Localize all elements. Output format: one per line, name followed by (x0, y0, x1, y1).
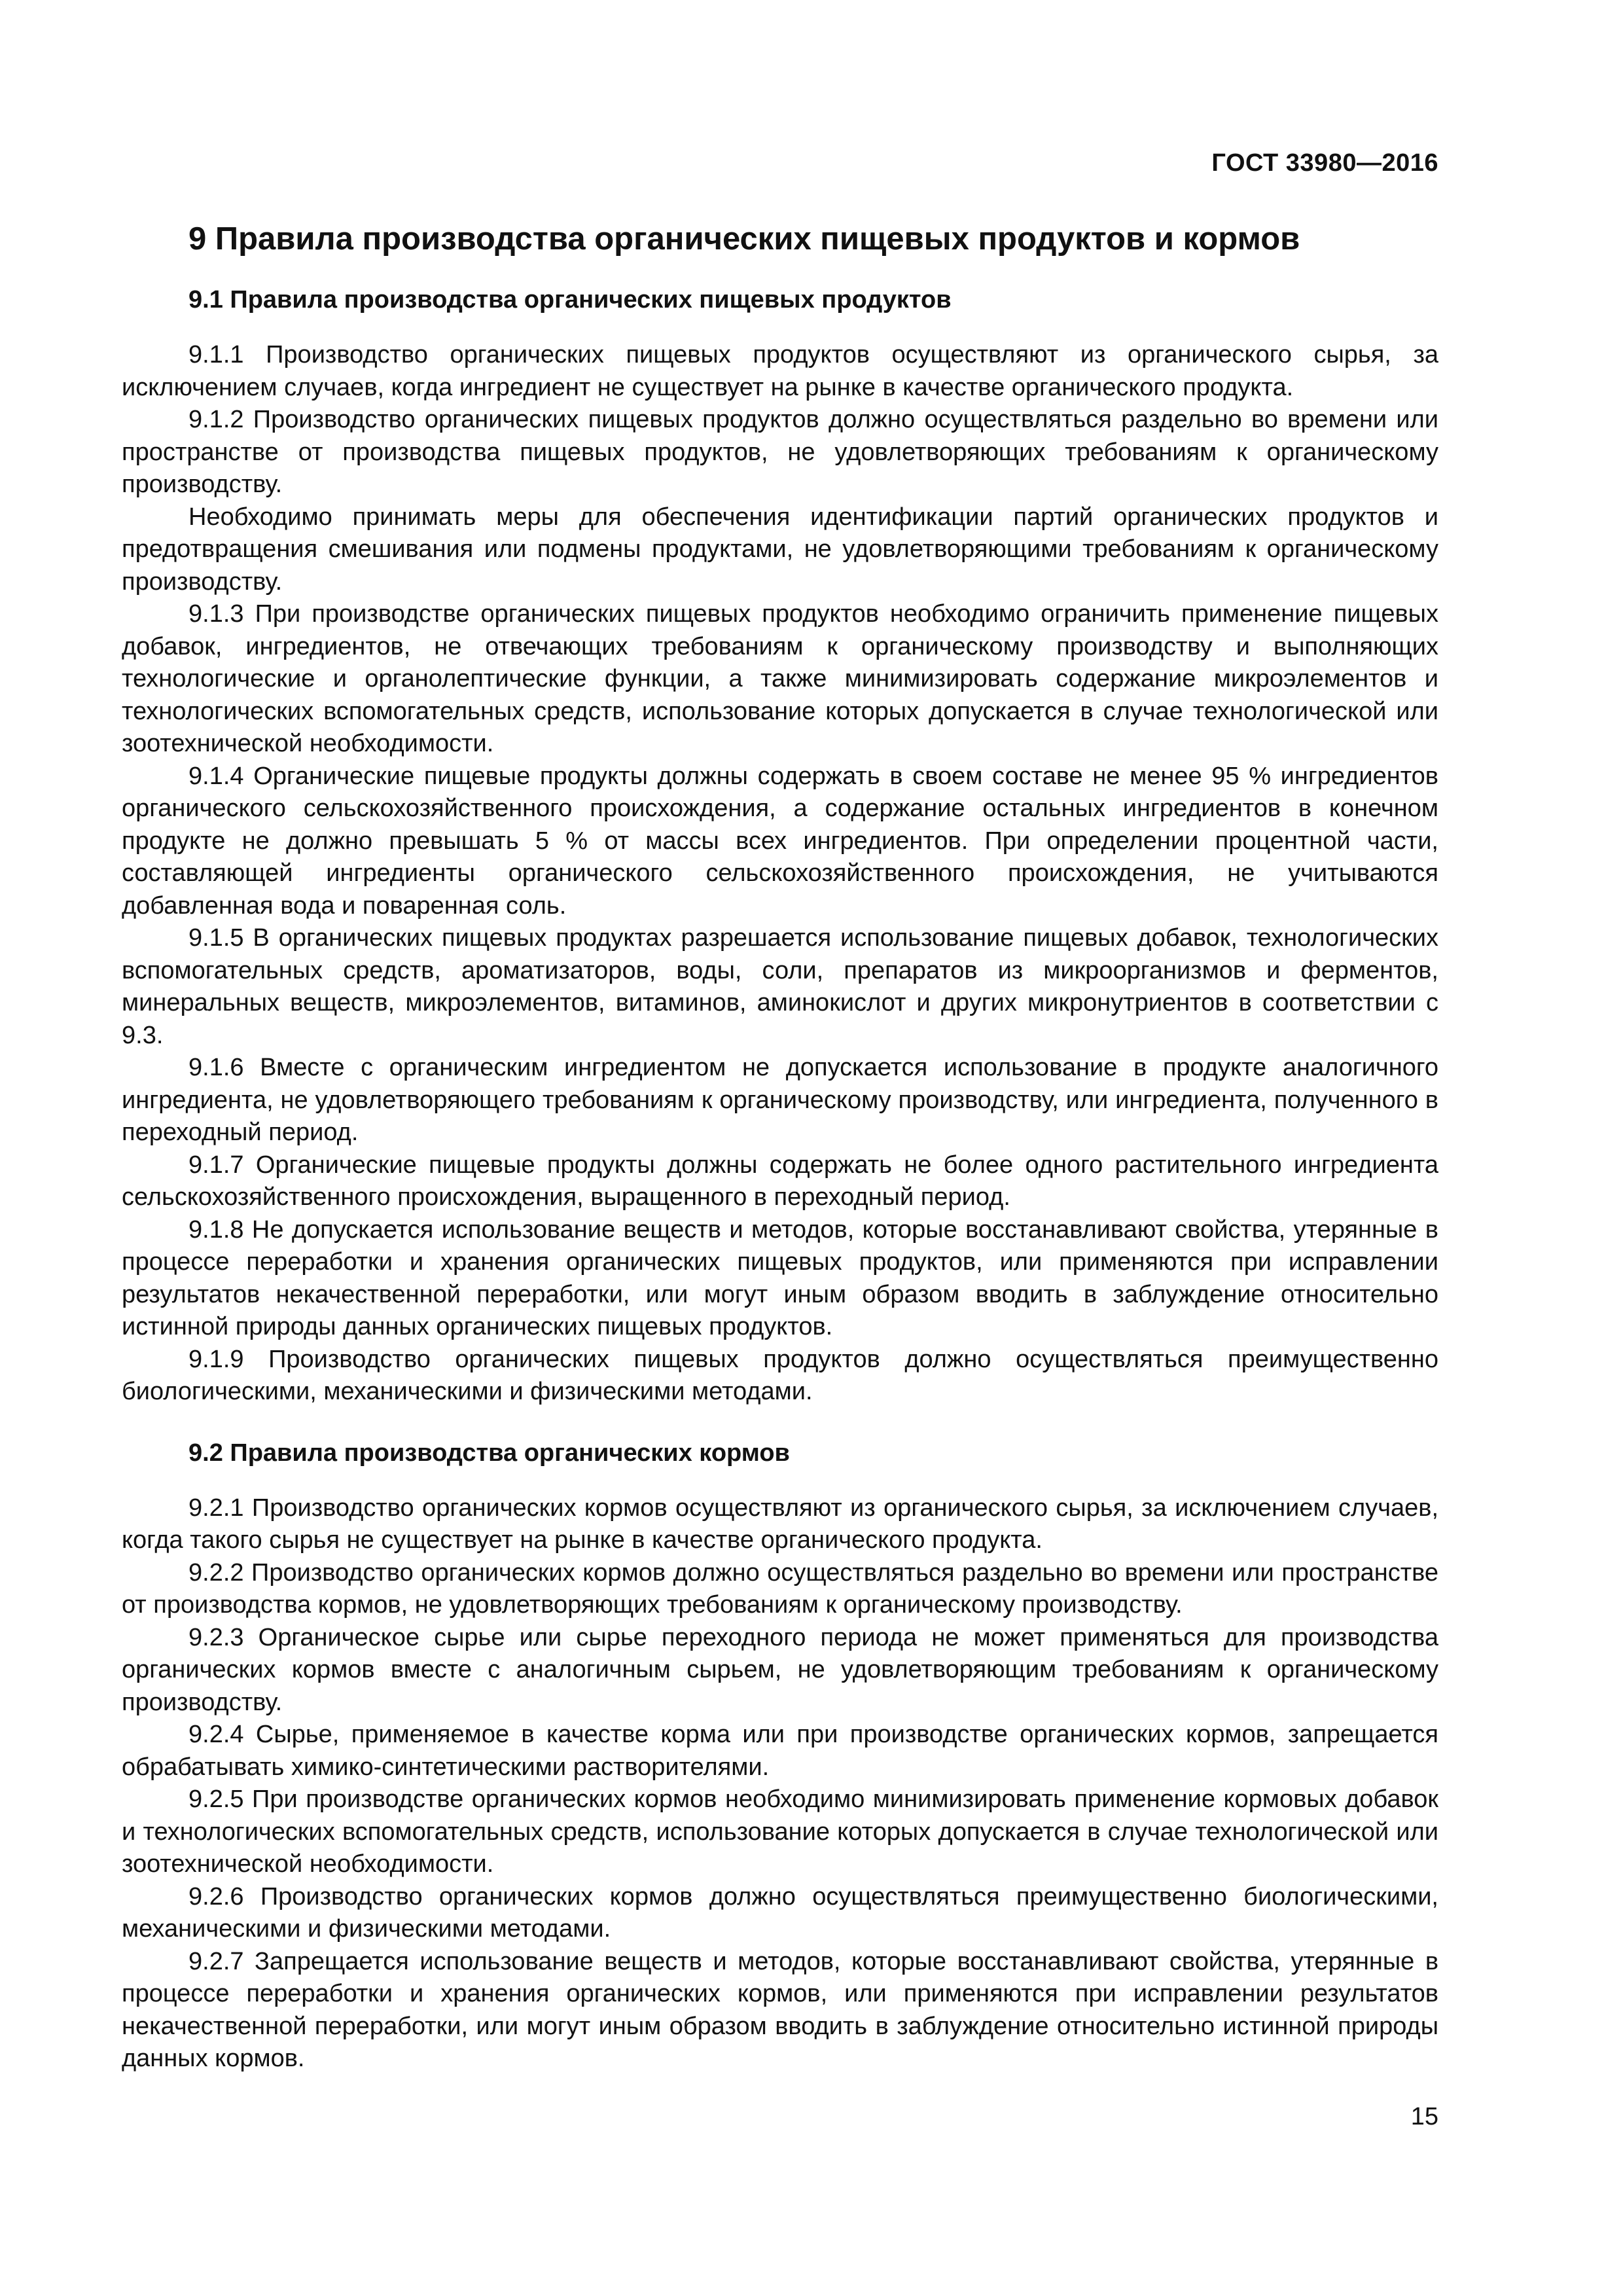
paragraph-9-1-1: 9.1.1 Производство органических пищевых продуктов осуществляют из органического сырья, за исключением случаев, когда ингредиент не существует на рынке в качестве органического продукта. (122, 341, 1438, 401)
paragraph-9-2-7: 9.2.7 Запрещается использование веществ и методов, которые восстанавливают свойства, утерянные в процессе переработки и хранения органических кормов, или применяются при исправлении результатов некачественной переработки, или могут иным образом вводить в заблуждение относительно истинной природы данных кормов. (122, 1947, 1438, 2072)
paragraph-9-2-1: 9.2.1 Производство органических кормов осуществляют из органического сырья, за исключением случаев, когда такого сырья не существует на рынке в качестве органического продукта. (122, 1494, 1438, 1554)
subsection-title-food: 9.1 Правила производства органических пищевых продуктов (188, 286, 952, 314)
paragraph-9-1-8: 9.1.8 Не допускается использование веществ и методов, которые восстанавливают свойства, утерянные в процессе переработки и хранения органических пищевых продуктов, или применяются при исправлении результатов некачественной переработки, или могут иным образом вводить в заблуждение относительно истинной природы данных органических пищевых продуктов. (122, 1215, 1438, 1340)
page-number: 15 (1410, 2103, 1438, 2130)
paragraph-9-2-2: 9.2.2 Производство органических кормов должно осуществляться раздельно во времени или пространстве от производства кормов, не удовлетворяющих требованиям к органическому производству. (122, 1558, 1438, 1619)
document-standard-header: ГОСТ 33980—2016 (1211, 149, 1438, 177)
paragraph-9-1-7: 9.1.7 Органические пищевые продукты должны содержать не более одного растительного ингредиента сельскохозяйственного происхождения, выращенного в переходный период. (122, 1151, 1438, 1211)
paragraph-9-1-5: 9.1.5 В органических пищевых продуктах разрешается использование пищевых добавок, технологических вспомогательных средств, ароматизаторов, воды, соли, препаратов из микроорганизмов и ферментов, минеральных веществ, микроэлементов, витаминов, аминокислот и других микронутриентов в соответствии с 9.3. (122, 924, 1438, 1049)
paragraph-9-1-4: 9.1.4 Органические пищевые продукты должны содержать в своем составе не менее 95 % ингредиентов органического сельскохозяйственного происхождения, а содержание остальных ингредиентов в конечном продукте не должно превышать 5 % от массы всех ингредиентов. При определении процентной части, составляющей ингредиенты органического сельскохозяйственного происхождения, не учитываются добавленная вода и поваренная соль. (122, 762, 1438, 920)
paragraph-9-2-3: 9.2.3 Органическое сырье или сырье переходного периода не может применяться для производства органических кормов вместе с аналогичным сырьем, не удовлетворяющим требованиям к органическому производству. (122, 1623, 1438, 1716)
paragraph-9-2-5: 9.2.5 При производстве органических кормов необходимо минимизировать применение кормовых добавок и технологических вспомогательных средств, использование которых допускается в случае технологической или зоотехнической необходимости. (122, 1785, 1438, 1878)
paragraph-9-2-4: 9.2.4 Сырье, применяемое в качестве корма или при производстве органических кормов, запрещается обрабатывать химико-синтетическими растворителями. (122, 1721, 1438, 1781)
paragraph-9-1-6: 9.1.6 Вместе с органическим ингредиентом не допускается использование в продукте аналогичного ингредиента, не удовлетворяющего требованиям к органическому производству, или ингредиента, полученного в переходный период. (122, 1054, 1438, 1146)
paragraph-9-1-2: 9.1.2 Производство органических пищевых продуктов должно осуществляться раздельно во времени или пространстве от производства пищевых продуктов, не удовлетворяющих требованиям к органическому производству. (122, 406, 1438, 498)
paragraph-9-2-6: 9.2.6 Производство органических кормов должно осуществляться преимущественно биологическими, механическими и физическими методами. (122, 1882, 1438, 1943)
paragraph-9-1-9: 9.1.9 Производство органических пищевых продуктов должно осуществляться преимущественно биологическими, механическими и физическими методами. (122, 1345, 1438, 1405)
document-body (122, 216, 1438, 2075)
paragraph-9-1-3: 9.1.3 При производстве органических пищевых продуктов необходимо ограничить применение пищевых добавок, ингредиентов, не отвечающих требованиям к органическому производству и выполняющих технологические и органолептические функции, а также минимизировать содержание микроэлементов и технологических вспомогательных средств, использование которых допускается в случае технологической или зоотехнической необходимости. (122, 600, 1438, 757)
paragraph-9-1-2-identification: Необходимо принимать меры для обеспечения идентификации партий органических продуктов и предотвращения смешивания или подмены продуктами, не удовлетворяющими требованиям к органическому производству. (122, 503, 1438, 596)
subsection-title-feed: 9.2 Правила производства органических кормов (188, 1439, 790, 1467)
section-title: 9 Правила производства органических пищевых продуктов и кормов (188, 221, 1300, 257)
